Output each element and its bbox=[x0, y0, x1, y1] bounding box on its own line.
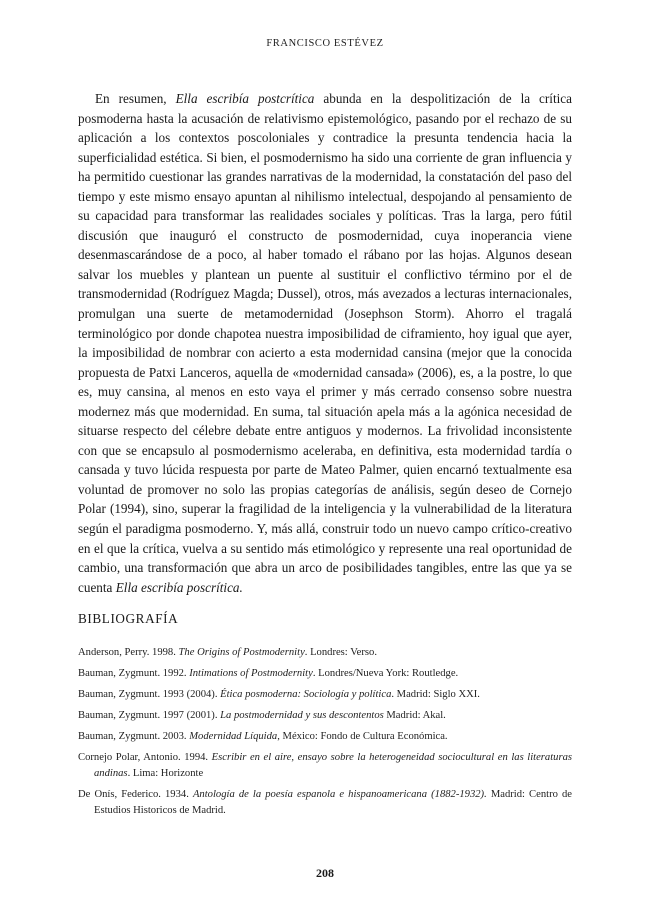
bibliography-heading: BIBLIOGRAFÍA bbox=[78, 611, 179, 626]
italic-title: Ella escribía postcrítica bbox=[175, 91, 315, 106]
italic-title: Ella escribía poscrítica. bbox=[115, 579, 243, 595]
italic-title: Escribir en el aire, ensayo sobre la heterogeneidad sociocultural en las literaturas andinas bbox=[94, 752, 572, 780]
bibliography-entry: Cornejo Polar, Antonio. 1994. Escribir en el aire, ensayo sobre la heterogeneidad sociocultural en las literaturas andinas. Lima: Horizonte bbox=[78, 752, 572, 780]
italic-title: Ética posmoderna: Sociología y política bbox=[220, 689, 392, 701]
bibliography-entry: Bauman, Zygmunt. 2003. Modernidad Líquida, México: Fondo de Cultura Económica. bbox=[78, 731, 448, 743]
bibliography-entry: Bauman, Zygmunt. 1993 (2004). Ética posmoderna: Sociología y política. Madrid: Siglo XXI. bbox=[78, 689, 480, 701]
bibliography-list bbox=[78, 645, 572, 824]
bibliography-entry: Bauman, Zygmunt. 1997 (2001). La postmodernidad y sus descontentos Madrid: Akal. bbox=[78, 710, 446, 722]
italic-title: Modernidad Líquida bbox=[189, 731, 278, 743]
body-paragraph: En resumen, Ella escribía postcrítica abunda en la despolitización de la crítica posmoderna hasta la acusación de relativismo epistemológico, pasando por el rechazo de su aplicación a los contextos poscoloniales y contradice la presunta tendencia hacia la superficialidad estética. Si bien, el posmodernismo ha sido una corriente de gran influencia y ha permitido cuestionar las grandes narrativas de la modernidad, la constatación del paso del tiempo y este mismo ensayo apuntan al nihilismo intelectual, despojando al pensamiento de su capacidad para transformar las realidades sociales y políticas. Tras la larga, pero fútil discusión que inauguró el constructo de posmodernidad, cuya inoperancia viene desenmascarándose de a poco, al haber tomado el rábano por las hojas. Algunos desean salvar los muebles y plantean un puente al sustituir el conflictivo término por el de transmodernidad (Rodríguez Magda; Dussel), otros, más avezados a lecturas internacionales, promulgan una suerte de metamodernidad (Josephson Storm). Ahorro el tragalá terminológico por donde chapotea nuestra imposibilidad de ciframiento, hoy igual que ayer, la imposibilidad de nombrar con acierto a esta modernidad cansina (mejor que la conocida propuesta de Patxi Lanceros, aquella de «modernidad cansada» (2006), es, a la postre, lo que es, muy cansina, al menos en esto vaya el primer y más cerrado consenso sobre nuestra modernez más que modernidad. En suma, tal situación apela más a la agónica necesidad de situarse respecto del célebre debate entre antiguos y modernos. La frivolidad inconsistente con que se encapsulo al posmodernismo aceleraba, en definitiva, esta modernidad tardía o cansada y tuvo lúcida respuesta por parte de Mateo Palmer, quien encarnó textualmente esa voluntad de promover no solo las propias categorías de análisis, según deseo de Cornejo Polar (1994), sino, superar la fragilidad de la inteligencia y la vulnerabilidad de la literatura según el paradigma posmoderno. Y, más allá, construir todo un nuevo campo crítico-creativo en el que la crítica, vuelva a su sentido más etimológico y represente una real oportunidad de cambio, una transformación que abra un arco de posibilidades tangibles, entre las que ya se cuenta Ella escribía poscrítica. bbox=[78, 91, 573, 595]
italic-title: Antología de la poesía espanola e hispanoamericana (1882-1932). bbox=[192, 789, 487, 801]
running-head: FRANCISCO ESTÉVEZ bbox=[266, 38, 384, 49]
italic-title: Intimations of Postmodernity bbox=[189, 668, 313, 680]
page-number: 208 bbox=[316, 866, 334, 880]
italic-title: The Origins of Postmodernity bbox=[178, 647, 305, 658]
bibliography-entry: Bauman, Zygmunt. 1992. Intimations of Postmodernity. Londres/Nueva York: Routledge. bbox=[78, 668, 459, 680]
bibliography-entry: De Onís, Federico. 1934. Antología de la poesía espanola e hispanoamericana (1882-1932). Madrid: Centro de Estudios Historicos de Madrid. bbox=[78, 789, 572, 816]
bibliography-entry: Anderson, Perry. 1998. The Origins of Postmodernity. Londres: Verso. bbox=[78, 647, 377, 658]
italic-title: La postmodernidad y sus descontentos bbox=[220, 710, 384, 722]
